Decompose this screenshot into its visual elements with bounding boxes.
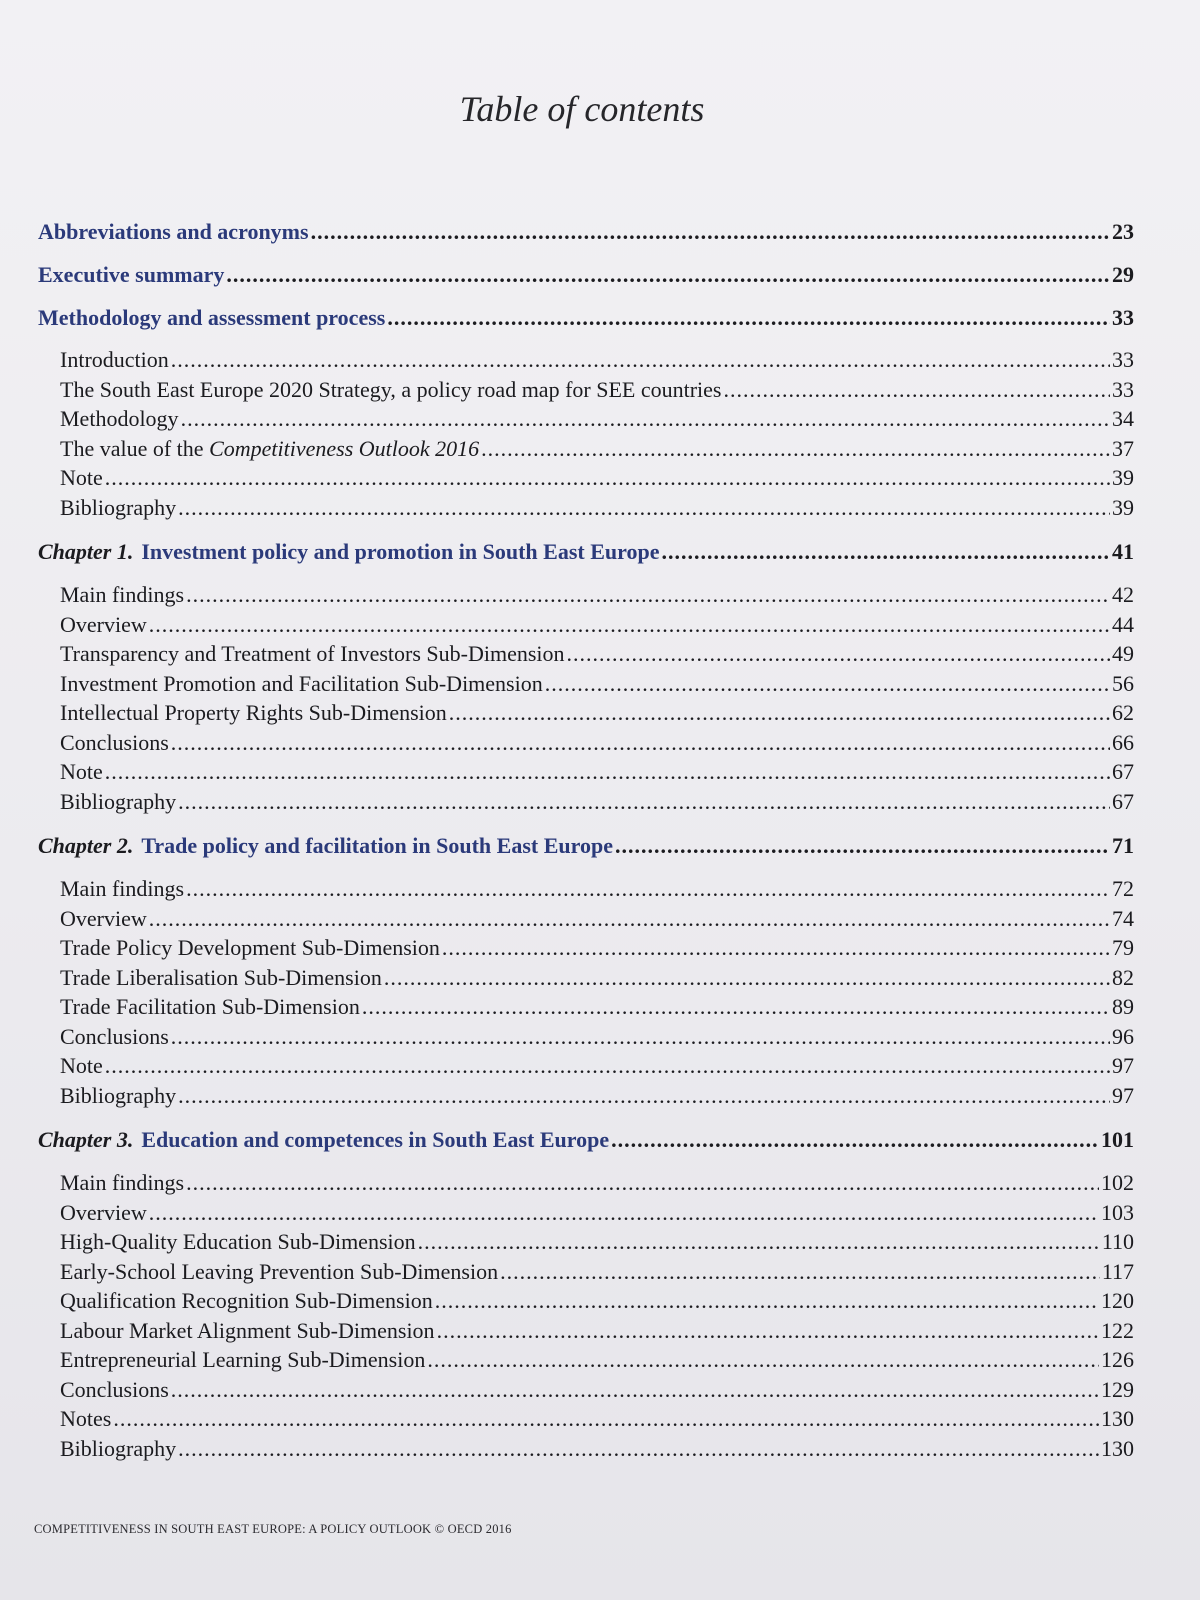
- chapter-title: Investment policy and promotion in South East Europe: [141, 539, 660, 564]
- chapter-number: Chapter 3.: [38, 1127, 134, 1152]
- toc-subentry-page: 79: [1112, 935, 1134, 960]
- dot-leader: [384, 963, 1110, 993]
- dot-leader: [149, 610, 1110, 640]
- chapter-3-subentries: [38, 1168, 1134, 1463]
- toc-subentry-page: 49: [1112, 641, 1134, 666]
- toc-chapter-2[interactable]: [38, 824, 1134, 868]
- toc-subentry-label: Conclusions: [60, 1023, 169, 1049]
- table-of-contents: [38, 210, 1134, 1471]
- toc-subentry[interactable]: [38, 933, 1134, 963]
- toc-subentry-page: 34: [1112, 406, 1134, 431]
- dot-leader: [435, 1286, 1099, 1316]
- toc-subentry-label: Trade Policy Development Sub-Dimension: [60, 935, 440, 960]
- toc-subentry-label: Trade Facilitation Sub-Dimension: [60, 994, 360, 1019]
- publication-title: Competitiveness Outlook 2016: [209, 435, 480, 461]
- toc-chapter-label: [38, 1118, 609, 1162]
- toc-subentry-label: Conclusions: [60, 729, 169, 755]
- toc-subentry-page: 42: [1112, 582, 1134, 607]
- page-title: Table of contents: [459, 89, 705, 129]
- toc-subentry[interactable]: [38, 1404, 1134, 1434]
- dot-leader: [186, 580, 1110, 610]
- dot-leader: [500, 1257, 1100, 1287]
- toc-subentry[interactable]: [38, 610, 1134, 640]
- toc-subentry-page: 102: [1101, 1170, 1134, 1195]
- dot-leader: [171, 1375, 1099, 1405]
- dot-leader: [105, 463, 1110, 493]
- toc-subentry[interactable]: [38, 1316, 1134, 1346]
- page-footer: COMPETITIVENESS IN SOUTH EAST EUROPE: A POLICY OUTLOOK © OECD 2016: [34, 1522, 512, 1536]
- toc-subentry-page: 130: [1101, 1406, 1134, 1431]
- chapter-2-subentries: [38, 874, 1134, 1110]
- toc-entry-page: 29: [1112, 262, 1134, 287]
- toc-entry-page: 33: [1112, 305, 1134, 330]
- toc-subentry-label: Main findings: [60, 1170, 185, 1195]
- toc-subentry-label: Note: [60, 759, 103, 784]
- dot-leader: [178, 1081, 1110, 1111]
- toc-subentry-label: Bibliography: [60, 1435, 177, 1461]
- toc-subentry[interactable]: [38, 1081, 1134, 1111]
- toc-subentry-page: 126: [1101, 1347, 1134, 1372]
- toc-subentry[interactable]: [38, 1227, 1134, 1257]
- toc-entry-page: 23: [1112, 219, 1134, 244]
- toc-subentry-page: 56: [1112, 670, 1134, 696]
- chapter-title: Education and competences in South East Europe: [141, 1127, 610, 1152]
- toc-subentry[interactable]: [38, 463, 1134, 493]
- toc-chapter-label: [38, 530, 659, 574]
- dot-leader: [171, 1022, 1110, 1052]
- dot-leader: [362, 992, 1110, 1022]
- toc-subentry-label: The South East Europe 2020 Strategy, a policy road map for SEE countries: [60, 376, 722, 402]
- toc-chapter-page: 101: [1101, 1127, 1134, 1152]
- toc-subentry[interactable]: [38, 1198, 1134, 1228]
- dot-leader: [181, 404, 1110, 434]
- toc-subentry[interactable]: [38, 787, 1134, 817]
- toc-subentry-page: 66: [1112, 729, 1134, 755]
- toc-subentry-label: Entrepreneurial Learning Sub-Dimension: [60, 1347, 426, 1372]
- toc-subentry[interactable]: [38, 1257, 1134, 1287]
- toc-subentry-label: Labour Market Alignment Sub-Dimension: [60, 1317, 435, 1343]
- toc-subentry-page: 67: [1112, 759, 1134, 784]
- toc-subentry-label: Qualification Recognition Sub-Dimension: [60, 1288, 433, 1313]
- toc-subentry-page: 33: [1112, 347, 1134, 372]
- toc-subentry-label: Methodology: [60, 406, 179, 431]
- dot-leader: [178, 1434, 1099, 1464]
- dot-leader: [611, 1118, 1099, 1162]
- toc-subentry-label: Overview: [60, 1199, 147, 1225]
- dot-leader: [226, 253, 1110, 296]
- toc-entry-label: Abbreviations and acronyms: [38, 219, 309, 244]
- dot-leader: [723, 375, 1110, 405]
- dot-leader: [442, 933, 1110, 963]
- toc-entry-label: Executive summary: [38, 262, 225, 287]
- toc-entry-label: Methodology and assessment process: [38, 305, 386, 330]
- toc-subentry[interactable]: [38, 580, 1134, 610]
- toc-subentry-page: 117: [1101, 1258, 1134, 1284]
- toc-entry-executive-summary[interactable]: [38, 253, 1134, 296]
- toc-subentry-label: Notes: [60, 1406, 112, 1431]
- toc-subentry-label: Overview: [60, 611, 147, 637]
- toc-subentry-label: Bibliography: [60, 1082, 177, 1108]
- toc-subentry-page: 74: [1112, 905, 1134, 931]
- toc-subentry-label: Bibliography: [60, 494, 177, 520]
- toc-subentry-page: 37: [1112, 435, 1134, 461]
- toc-subentry[interactable]: [38, 669, 1134, 699]
- toc-chapter-label: [38, 824, 613, 868]
- toc-entry-abbreviations[interactable]: [38, 210, 1134, 253]
- toc-subentry[interactable]: [38, 375, 1134, 405]
- toc-subentry[interactable]: [38, 345, 1134, 375]
- toc-entry-methodology[interactable]: [38, 296, 1134, 339]
- toc-subentry-label: Note: [60, 465, 103, 490]
- toc-subentry-label: Early-School Leaving Prevention Sub-Dimension: [60, 1258, 499, 1284]
- toc-subentry[interactable]: [38, 1168, 1134, 1198]
- toc-subentry-label: Note: [60, 1053, 103, 1078]
- toc-subentry-page: 122: [1101, 1317, 1134, 1343]
- toc-chapter-page: 41: [1112, 539, 1134, 564]
- dot-leader: [149, 904, 1110, 934]
- dot-leader: [481, 434, 1110, 464]
- toc-subentry[interactable]: [38, 1434, 1134, 1464]
- toc-subentry-label: High-Quality Education Sub-Dimension: [60, 1229, 416, 1254]
- toc-subentry[interactable]: [38, 963, 1134, 993]
- dot-leader: [615, 824, 1110, 868]
- toc-subentry[interactable]: [38, 1022, 1134, 1052]
- toc-subentry[interactable]: [38, 1051, 1134, 1081]
- toc-subentry[interactable]: [38, 757, 1134, 787]
- chapter-1-subentries: [38, 580, 1134, 816]
- toc-subentry[interactable]: [38, 404, 1134, 434]
- dot-leader: [105, 757, 1110, 787]
- dot-leader: [105, 1051, 1110, 1081]
- toc-subentry-page: 96: [1112, 1023, 1134, 1049]
- toc-subentry-label: Overview: [60, 905, 147, 931]
- toc-subentry-page: 130: [1101, 1435, 1134, 1461]
- dot-leader: [449, 698, 1110, 728]
- dot-leader: [186, 874, 1110, 904]
- toc-chapter-page: 71: [1112, 833, 1134, 858]
- toc-subentry-page: 120: [1101, 1288, 1134, 1313]
- toc-chapter-3[interactable]: [38, 1118, 1134, 1162]
- dot-leader: [427, 1345, 1099, 1375]
- toc-subentry-page: 82: [1112, 964, 1134, 990]
- toc-subentry[interactable]: [38, 493, 1134, 523]
- toc-subentry[interactable]: [38, 434, 1134, 464]
- dot-leader: [171, 728, 1110, 758]
- toc-subentry-page: 62: [1112, 700, 1134, 725]
- label-prefix: The value of the: [60, 435, 210, 461]
- toc-subentry-label: Main findings: [60, 876, 185, 901]
- dot-leader: [418, 1227, 1100, 1257]
- dot-leader: [113, 1404, 1099, 1434]
- toc-subentry[interactable]: [38, 1286, 1134, 1316]
- toc-subentry[interactable]: [38, 874, 1134, 904]
- toc-subentry-label: Conclusions: [60, 1376, 169, 1402]
- toc-subentry[interactable]: [38, 904, 1134, 934]
- dot-leader: [171, 345, 1110, 375]
- chapter-title: Trade policy and facilitation in South East Europe: [141, 833, 614, 858]
- toc-subentry[interactable]: [38, 728, 1134, 758]
- toc-subentry-page: 72: [1112, 876, 1134, 901]
- toc-subentry-label: Investment Promotion and Facilitation Sub-Dimension: [60, 670, 543, 696]
- dot-leader: [387, 296, 1110, 339]
- toc-subentry-page: 89: [1112, 994, 1134, 1019]
- toc-subentry-label: Introduction: [60, 347, 169, 372]
- toc-subentry-label: Intellectual Property Rights Sub-Dimension: [60, 700, 447, 725]
- toc-subentry-page: 33: [1112, 376, 1134, 402]
- chapter-number: Chapter 1.: [38, 539, 134, 564]
- toc-subentry-page: 97: [1112, 1053, 1134, 1078]
- dot-leader: [661, 530, 1110, 574]
- toc-subentry[interactable]: [38, 639, 1134, 669]
- dot-leader: [186, 1168, 1099, 1198]
- toc-subentry-page: 97: [1112, 1082, 1134, 1108]
- dot-leader: [567, 639, 1110, 669]
- dot-leader: [149, 1198, 1099, 1228]
- toc-subentry-page: 44: [1112, 611, 1134, 637]
- dot-leader: [178, 787, 1110, 817]
- toc-subentry[interactable]: [38, 1345, 1134, 1375]
- toc-subentry-page: 39: [1112, 465, 1134, 490]
- toc-subentry[interactable]: [38, 698, 1134, 728]
- chapters-list: [38, 530, 1134, 1463]
- toc-chapter-1[interactable]: [38, 530, 1134, 574]
- toc-subentry-label: [60, 434, 479, 464]
- dot-leader: [437, 1316, 1099, 1346]
- dot-leader: [178, 493, 1110, 523]
- dot-leader: [311, 210, 1110, 253]
- toc-subentry-page: 39: [1112, 494, 1134, 520]
- toc-subentry-label: Bibliography: [60, 788, 177, 814]
- toc-subentry[interactable]: [38, 992, 1134, 1022]
- toc-subentry-page: 110: [1101, 1229, 1134, 1254]
- toc-subentry-label: Transparency and Treatment of Investors Sub-Dimension: [60, 641, 565, 666]
- methodology-subentries: [38, 345, 1134, 522]
- toc-subentry-label: Main findings: [60, 582, 185, 607]
- toc-subentry-page: 103: [1101, 1199, 1134, 1225]
- dot-leader: [545, 669, 1110, 699]
- toc-subentry[interactable]: [38, 1375, 1134, 1405]
- toc-subentry-label: Trade Liberalisation Sub-Dimension: [60, 964, 382, 990]
- toc-subentry-page: 129: [1101, 1376, 1134, 1402]
- toc-subentry-page: 67: [1112, 788, 1134, 814]
- chapter-number: Chapter 2.: [38, 833, 134, 858]
